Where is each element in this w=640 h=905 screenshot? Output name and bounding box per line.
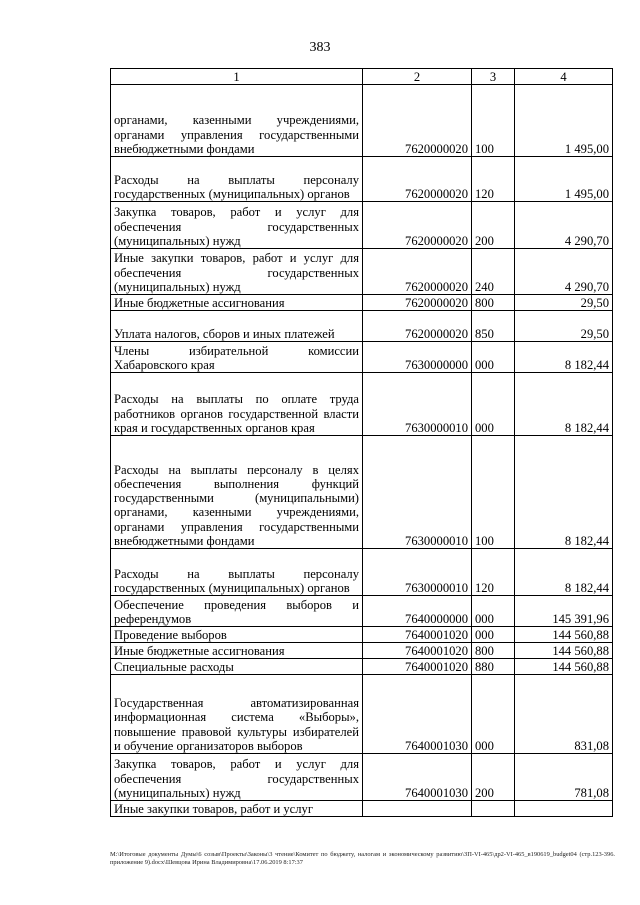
row-code: 7640001020 bbox=[363, 627, 472, 643]
row-code: 7640000000 bbox=[363, 596, 472, 627]
row-amount: 4 290,70 bbox=[515, 249, 613, 295]
row-code: 7620000020 bbox=[363, 311, 472, 342]
row-name: Уплата налогов, сборов и иных платежей bbox=[111, 311, 363, 342]
row-amount: 781,08 bbox=[515, 754, 613, 801]
row-code bbox=[363, 801, 472, 817]
table-row bbox=[111, 627, 613, 643]
table-row bbox=[111, 596, 613, 627]
table-row bbox=[111, 549, 613, 596]
row-kind: 120 bbox=[472, 157, 515, 202]
column-header-name: 1 bbox=[111, 69, 363, 85]
row-kind: 850 bbox=[472, 311, 515, 342]
row-code: 7630000010 bbox=[363, 373, 472, 436]
row-name: Иные закупки товаров, работ и услуг bbox=[111, 801, 363, 817]
column-header-amount: 4 bbox=[515, 69, 613, 85]
table-row bbox=[111, 202, 613, 249]
table-header-row bbox=[111, 69, 613, 85]
row-kind: 800 bbox=[472, 643, 515, 659]
document-path-footer: M:\Итоговые документы Думы\6 созыв\Проекты\Законы\3 чтение\Комитет по бюджету, налогам и экономическому развитию\ЗП-VI-465\др2-VI-465_в190619_budget04 (стр.123-396. приложение 9).docx\Шевцова Ирина Владимировна\17.06.2019 8:17:37 bbox=[110, 851, 615, 867]
row-name: Специальные расходы bbox=[111, 659, 363, 675]
table-row bbox=[111, 643, 613, 659]
row-amount: 8 182,44 bbox=[515, 373, 613, 436]
table-row bbox=[111, 85, 613, 157]
row-amount: 1 495,00 bbox=[515, 85, 613, 157]
table-row bbox=[111, 342, 613, 373]
budget-table bbox=[110, 68, 613, 817]
row-kind: 000 bbox=[472, 373, 515, 436]
row-name: Иные закупки товаров, работ и услуг для обеспечения государственных (муниципальных) нужд bbox=[111, 249, 363, 295]
row-amount: 8 182,44 bbox=[515, 436, 613, 549]
row-kind: 800 bbox=[472, 295, 515, 311]
row-kind: 200 bbox=[472, 202, 515, 249]
row-name: Обеспечение проведения выборов и референдумов bbox=[111, 596, 363, 627]
row-kind: 200 bbox=[472, 754, 515, 801]
row-code: 7640001020 bbox=[363, 643, 472, 659]
row-name: Расходы на выплаты по оплате труда работников органов государственной власти края и государственных органов края bbox=[111, 373, 363, 436]
row-code: 7630000010 bbox=[363, 436, 472, 549]
table-row bbox=[111, 295, 613, 311]
table-row bbox=[111, 157, 613, 202]
row-kind: 000 bbox=[472, 342, 515, 373]
table-row bbox=[111, 675, 613, 754]
row-name: Закупка товаров, работ и услуг для обеспечения государственных (муниципальных) нужд bbox=[111, 754, 363, 801]
row-kind: 240 bbox=[472, 249, 515, 295]
table-row bbox=[111, 801, 613, 817]
row-name: Закупка товаров, работ и услуг для обеспечения государственных (муниципальных) нужд bbox=[111, 202, 363, 249]
row-amount: 144 560,88 bbox=[515, 659, 613, 675]
row-code: 7620000020 bbox=[363, 295, 472, 311]
row-amount bbox=[515, 801, 613, 817]
row-kind: 000 bbox=[472, 675, 515, 754]
row-code: 7620000020 bbox=[363, 249, 472, 295]
row-kind: 880 bbox=[472, 659, 515, 675]
row-amount: 8 182,44 bbox=[515, 342, 613, 373]
row-name: Расходы на выплаты персоналу государственных (муниципальных) органов bbox=[111, 549, 363, 596]
row-amount: 145 391,96 bbox=[515, 596, 613, 627]
row-amount: 144 560,88 bbox=[515, 643, 613, 659]
row-code: 7620000020 bbox=[363, 157, 472, 202]
row-code: 7620000020 bbox=[363, 85, 472, 157]
row-amount: 1 495,00 bbox=[515, 157, 613, 202]
row-kind: 120 bbox=[472, 549, 515, 596]
row-name: Иные бюджетные ассигнования bbox=[111, 643, 363, 659]
row-code: 7630000010 bbox=[363, 549, 472, 596]
row-code: 7640001030 bbox=[363, 675, 472, 754]
row-amount: 29,50 bbox=[515, 311, 613, 342]
row-code: 7630000000 bbox=[363, 342, 472, 373]
row-name: Расходы на выплаты персоналу в целях обеспечения выполнения функций государственными (муниципальными) органами, казенными учреждениями, органами управления государственными внебюджетными фондами bbox=[111, 436, 363, 549]
row-name: Члены избирательной комиссии Хабаровского края bbox=[111, 342, 363, 373]
row-code: 7640001030 bbox=[363, 754, 472, 801]
row-name: Иные бюджетные ассигнования bbox=[111, 295, 363, 311]
row-kind: 000 bbox=[472, 596, 515, 627]
row-code: 7620000020 bbox=[363, 202, 472, 249]
column-header-code: 2 bbox=[363, 69, 472, 85]
table-row bbox=[111, 659, 613, 675]
table-row bbox=[111, 436, 613, 549]
row-kind: 100 bbox=[472, 85, 515, 157]
row-amount: 4 290,70 bbox=[515, 202, 613, 249]
column-header-kind: 3 bbox=[472, 69, 515, 85]
page-number: 383 bbox=[309, 40, 331, 55]
row-kind: 100 bbox=[472, 436, 515, 549]
row-code: 7640001020 bbox=[363, 659, 472, 675]
row-kind bbox=[472, 801, 515, 817]
row-name: органами, казенными учреждениями, органами управления государственными внебюджетными фондами bbox=[111, 85, 363, 157]
table-row bbox=[111, 311, 613, 342]
row-amount: 29,50 bbox=[515, 295, 613, 311]
row-amount: 8 182,44 bbox=[515, 549, 613, 596]
table-row bbox=[111, 249, 613, 295]
table-row bbox=[111, 373, 613, 436]
row-amount: 144 560,88 bbox=[515, 627, 613, 643]
row-name: Проведение выборов bbox=[111, 627, 363, 643]
row-amount: 831,08 bbox=[515, 675, 613, 754]
row-name: Государственная автоматизированная информационная система «Выборы», повышение правовой культуры избирателей и обучение организаторов выборов bbox=[111, 675, 363, 754]
row-name: Расходы на выплаты персоналу государственных (муниципальных) органов bbox=[111, 157, 363, 202]
row-kind: 000 bbox=[472, 627, 515, 643]
table-row bbox=[111, 754, 613, 801]
